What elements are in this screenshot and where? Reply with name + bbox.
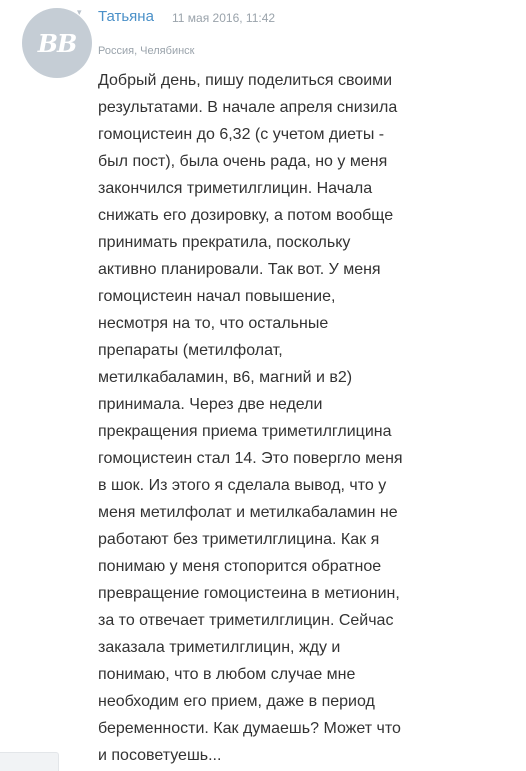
bottom-left-panel — [0, 752, 59, 771]
comment-date: 11 мая 2016, 11:42 — [172, 11, 276, 25]
comment-text: Добрый день, пишу поделиться своими результатами. В начале апреля снизила гомоцистеин до 6,32 (с учетом диеты - был пост), была очень рада, но у меня закончился триметилглицин. Начала снижать его дозировку, а потом вообще принимать прекратила, поскольку активно планировали. Так вот. У меня гомоцистеин начал повышение, несмотря на то, что остальные препараты (метилфолат, метилкабаламин, в6, магний и в2) принимала. Через две недели прекращения приема триметилглицина гомоцистеин стал 14. Это повергло меня в шок. Из этого я сделала вывод, что у меня метилфолат и метилкабаламин не работают без триметилглицина. Как я понимаю у меня стопорится обратное превращение гомоцистеина в метионин, за то отвечает триметилглицин. Сейчас заказала триметилглицин, жду и понимаю, что в любом случае мне необходим его прием, даже в период беременности. Как думаешь? Может что и посоветуешь... — [98, 72, 403, 764]
avatar-initials: BB — [37, 28, 77, 58]
avatar[interactable] — [22, 8, 92, 78]
comment-location: Россия, Челябинск — [98, 45, 195, 57]
reply-arrow-icon: ▾ — [77, 7, 82, 17]
comment-author[interactable]: Татьяна — [98, 8, 154, 25]
